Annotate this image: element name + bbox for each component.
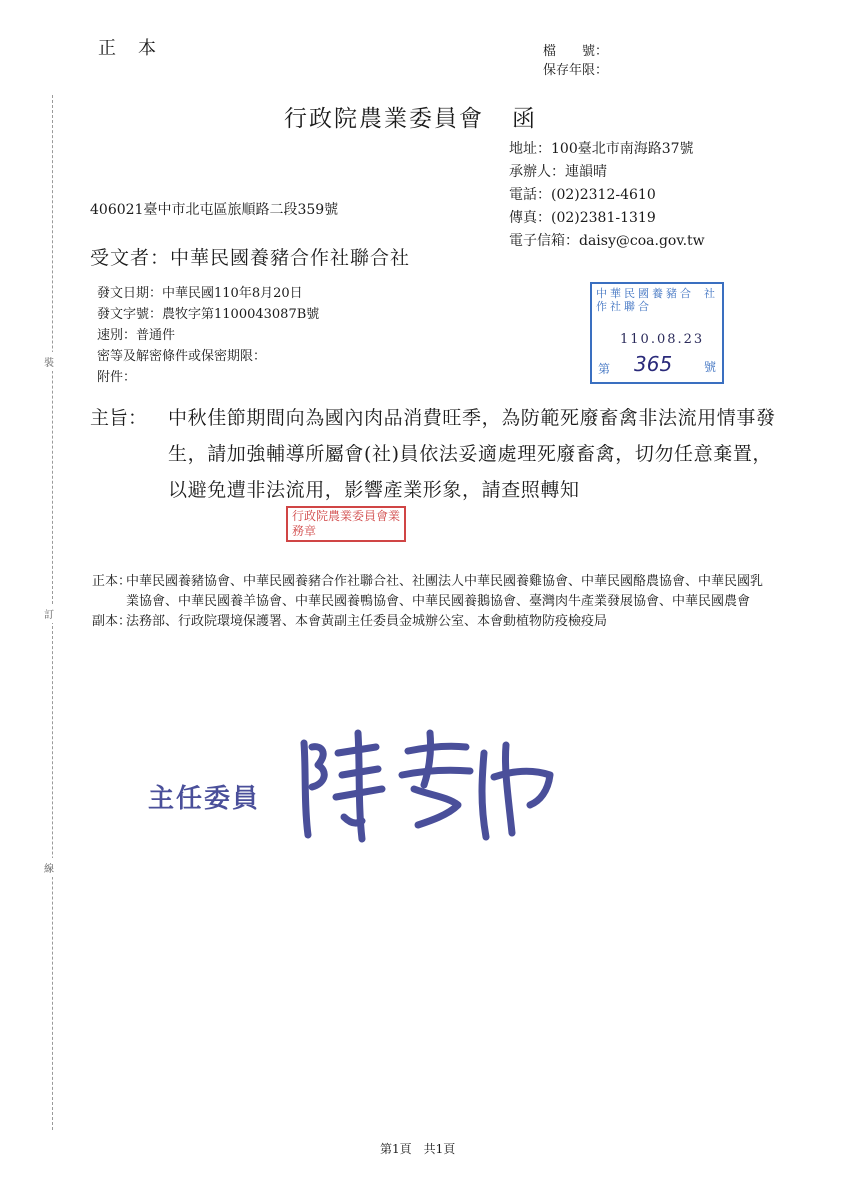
binding-mark-ding: 訂: [44, 604, 54, 623]
copy-label: 正本: [98, 38, 178, 59]
file-meta: [543, 42, 608, 80]
recipient-address: 406021臺中市北屯區旅順路二段359號: [90, 202, 339, 218]
sender-fax: 傳真：(02)2381-1319: [509, 210, 656, 226]
title-kind: 函: [512, 106, 537, 132]
primary-recipients: 中華民國養豬協會、中華民國養豬合作社聯合社、社團法人中華民國養雞協會、中華民國酪農協會、中華民國乳業協會、中華民國養羊協會、中華民國養鴨協會、中華民國養鵝協會、臺灣肉牛產業發展協會、中華民國農會: [126, 574, 764, 609]
speed-class: 速別：普通件: [97, 328, 176, 343]
seal-text: 行政院農業委員會業務章: [292, 509, 401, 538]
receipt-stamp-no-label: 第: [598, 362, 611, 376]
primary-label: 正本：: [92, 574, 132, 589]
issue-date: 發文日期：中華民國110年8月20日: [97, 286, 303, 301]
title-org: 行政院農業委員會: [284, 106, 484, 132]
binding-mark-zhuang: 裝: [44, 352, 54, 371]
issue-number: 發文字號：農牧字第1100043087B號: [97, 307, 320, 322]
binding-mark-xian: 線: [44, 858, 54, 877]
receipt-stamp: [590, 282, 724, 384]
distribution-copy: [92, 612, 766, 632]
signature-title: 主任委員: [148, 784, 261, 814]
copy-label-cc: 副本：: [92, 614, 132, 629]
document-meta: [97, 283, 319, 388]
distribution-primary: [92, 572, 766, 612]
receipt-stamp-org: 中華民國養豬合作社聯合: [596, 287, 694, 313]
file-number-label: 檔 號：: [543, 44, 609, 59]
page-footer: 第1頁 共1頁: [380, 1142, 456, 1156]
attachment-label: 附件：: [97, 370, 137, 385]
sender-email: 電子信箱：daisy@coa.gov.tw: [509, 233, 705, 249]
distribution: [92, 572, 766, 632]
sender-handler: 承辦人：連韻晴: [509, 164, 607, 180]
receipt-stamp-org-right: 社: [704, 287, 715, 300]
copy-recipients: 法務部、行政院環境保護署、本會黃副主任委員金城辦公室、本會動植物防疫檢疫局: [126, 614, 608, 629]
subject: [90, 400, 780, 508]
subject-text: 中秋佳節期間向為國內肉品消費旺季，為防範死廢畜禽非法流用情事發生，請加強輔導所屬會(社)員依法妥適處理死廢畜禽，切勿任意棄置，以避免遭非法流用，影響產業形象，請查照轉知: [168, 407, 776, 501]
receipt-stamp-suffix: 號: [703, 360, 716, 374]
sender-address: 地址：100臺北市南海路37號: [509, 141, 694, 157]
retention-label: 保存年限：: [543, 63, 609, 78]
receipt-stamp-no-value: 365: [634, 352, 673, 376]
secrecy-level: 密等及解密條件或保密期限：: [97, 349, 267, 364]
receipt-stamp-date: 110.08.23: [620, 332, 705, 347]
subject-label: 主旨：: [90, 407, 148, 429]
sender-phone: 電話：(02)2312-4610: [509, 187, 656, 203]
recipient: 受文者：中華民國養豬合作社聯合社: [90, 247, 411, 269]
official-seal: [286, 506, 406, 542]
handwritten-signature: [298, 725, 558, 845]
sender-info: [509, 138, 705, 253]
document-title: [284, 100, 537, 133]
